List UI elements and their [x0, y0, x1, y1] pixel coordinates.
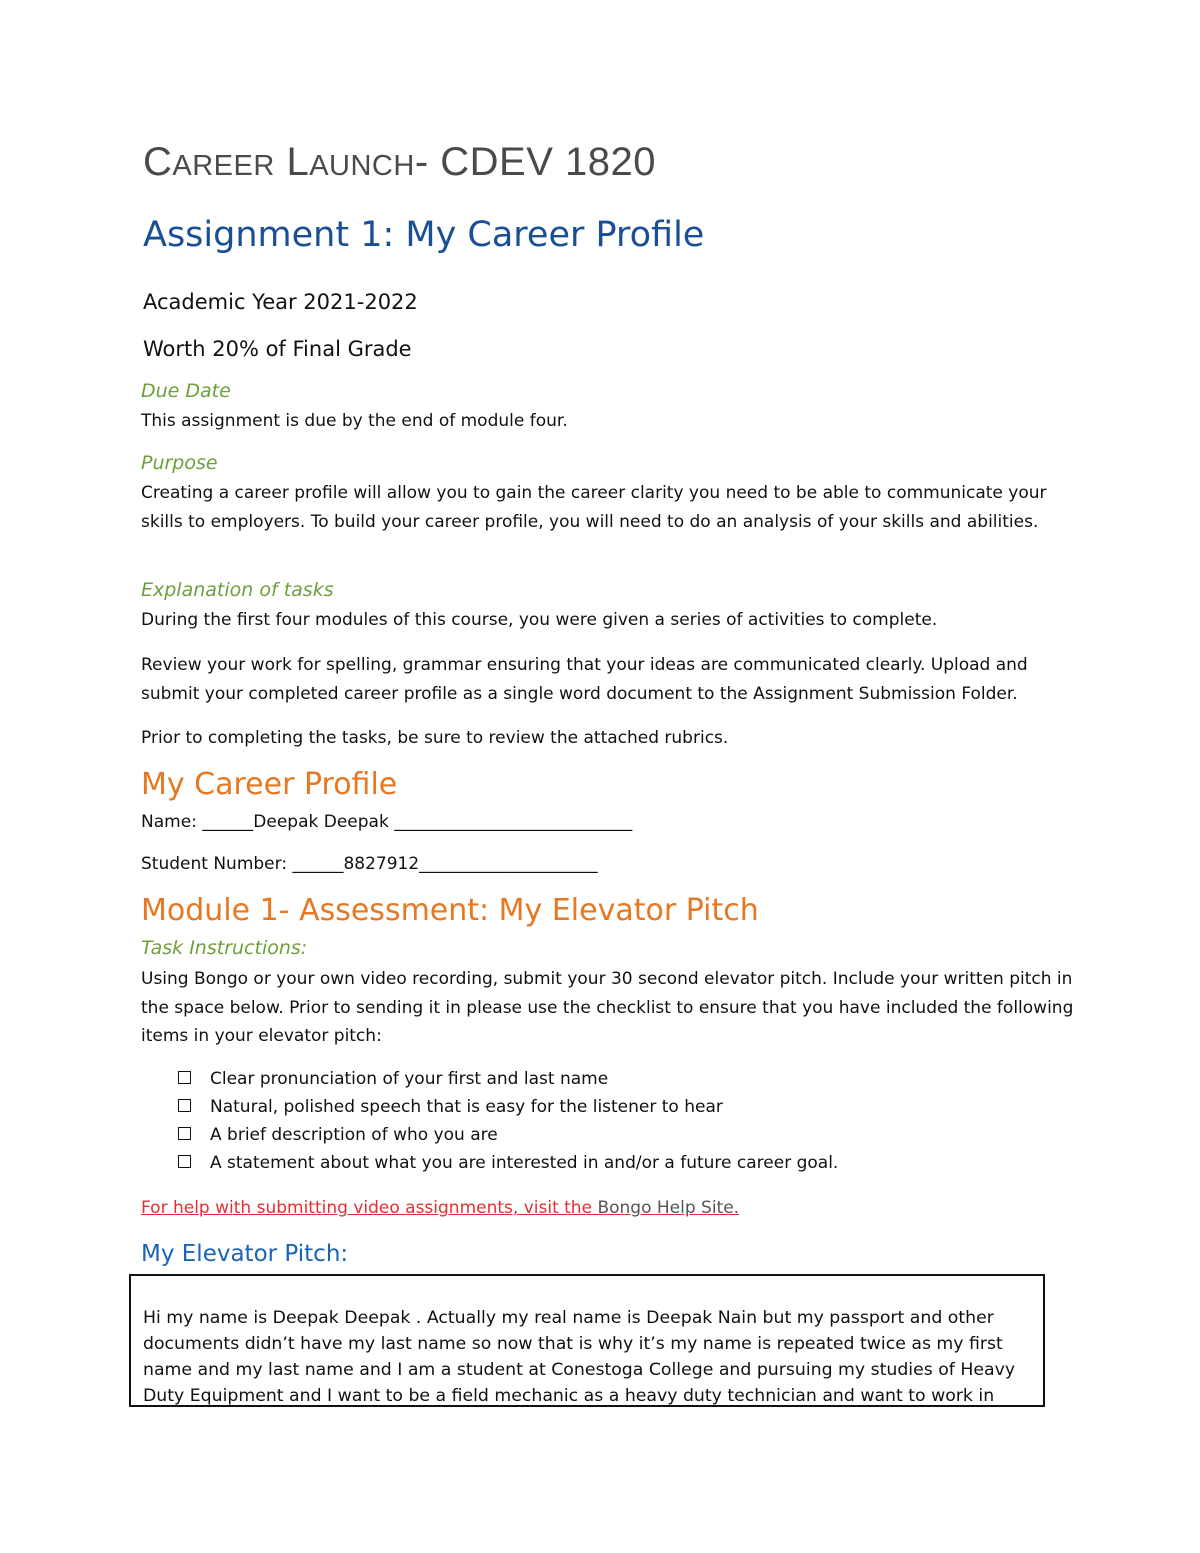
career-profile-heading: My Career Profile: [141, 767, 398, 802]
help-link-prefix[interactable]: For help with submitting video assignments, visit the: [141, 1198, 598, 1218]
help-link-site[interactable]: Bongo Help Site.: [597, 1198, 740, 1218]
checkbox-icon[interactable]: [178, 1099, 191, 1112]
checklist-item-label: Natural, polished speech that is easy for the listener to hear: [210, 1097, 723, 1117]
task-instructions-text: Using Bongo or your own video recording, submit your 30 second elevator pitch. Include your written pitch in the space below. Prior to sending it in please use the checklist to ensure that you have included the following items in your elevator pitch:: [141, 969, 1074, 1046]
bongo-help-link[interactable]: [141, 1198, 739, 1218]
checkbox-icon[interactable]: [178, 1127, 191, 1140]
checklist-item[interactable]: [178, 1097, 723, 1117]
checklist-item-label: A brief description of who you are: [210, 1125, 498, 1145]
purpose-heading: Purpose: [141, 452, 218, 474]
document-title: [143, 140, 656, 185]
task-instructions-heading: Task Instructions:: [141, 937, 308, 959]
checklist-item-label: A statement about what you are interested in and/or a future career goal.: [210, 1153, 839, 1173]
checkbox-icon[interactable]: [178, 1155, 191, 1168]
elevator-pitch-text: Hi my name is Deepak Deepak . Actually my real name is Deepak Nain but my passport and other documents didn’t have my last name so now that is why it’s my name is repeated twice as my first name and my last name and I am a student at Conestoga College and pursuing my studies of Heavy Duty Equipment and I want to be a field mechanic as a heavy duty technician and want to work in: [143, 1308, 1016, 1406]
title-course-code: - CDEV 1820: [414, 140, 656, 184]
due-date-heading: Due Date: [141, 380, 231, 402]
explanation-paragraph-3: Prior to completing the tasks, be sure to review the attached rubrics.: [141, 728, 729, 748]
explanation-paragraph-1: During the first four modules of this course, you were given a series of activities to complete.: [141, 610, 938, 630]
purpose-text: Creating a career profile will allow you to gain the career clarity you need to be able to communicate your skills to employers. To build your career profile, you will need to do an analysis of your skills and abilities.: [141, 483, 1047, 532]
title-career-smallcaps: AREER: [172, 150, 275, 182]
explanation-heading: Explanation of tasks: [141, 579, 334, 601]
name-label: Name:: [141, 812, 197, 832]
checklist-item-label: Clear pronunciation of your first and last name: [210, 1069, 609, 1089]
due-date-text: This assignment is due by the end of module four.: [141, 411, 568, 431]
elevator-pitch-box[interactable]: [129, 1274, 1045, 1407]
name-value: ______Deepak Deepak ____________________________: [202, 812, 633, 832]
checkbox-icon[interactable]: [178, 1071, 191, 1084]
checklist-item[interactable]: [178, 1069, 608, 1089]
student-number-label: Student Number:: [141, 854, 288, 874]
title-initial-c: C: [143, 140, 173, 184]
checklist-item[interactable]: [178, 1125, 498, 1145]
explanation-paragraph-2: Review your work for spelling, grammar ensuring that your ideas are communicated clearly. Upload and submit your completed career profile as a single word document to the Assignment Submission Folder.: [141, 655, 1028, 704]
module-1-heading: Module 1- Assessment: My Elevator Pitch: [141, 893, 759, 928]
student-number-field: [141, 854, 598, 874]
grade-weight: Worth 20% of Final Grade: [143, 337, 412, 361]
name-field: [141, 812, 632, 832]
assignment-title: Assignment 1: My Career Profile: [143, 215, 705, 255]
academic-year: Academic Year 2021-2022: [143, 290, 418, 314]
elevator-pitch-heading: My Elevator Pitch:: [141, 1241, 349, 1267]
student-number-value: ______8827912_____________________: [292, 854, 598, 874]
title-launch-smallcaps: AUNCH: [309, 150, 415, 182]
checklist-item[interactable]: [178, 1153, 838, 1173]
title-initial-l: L: [286, 140, 310, 184]
